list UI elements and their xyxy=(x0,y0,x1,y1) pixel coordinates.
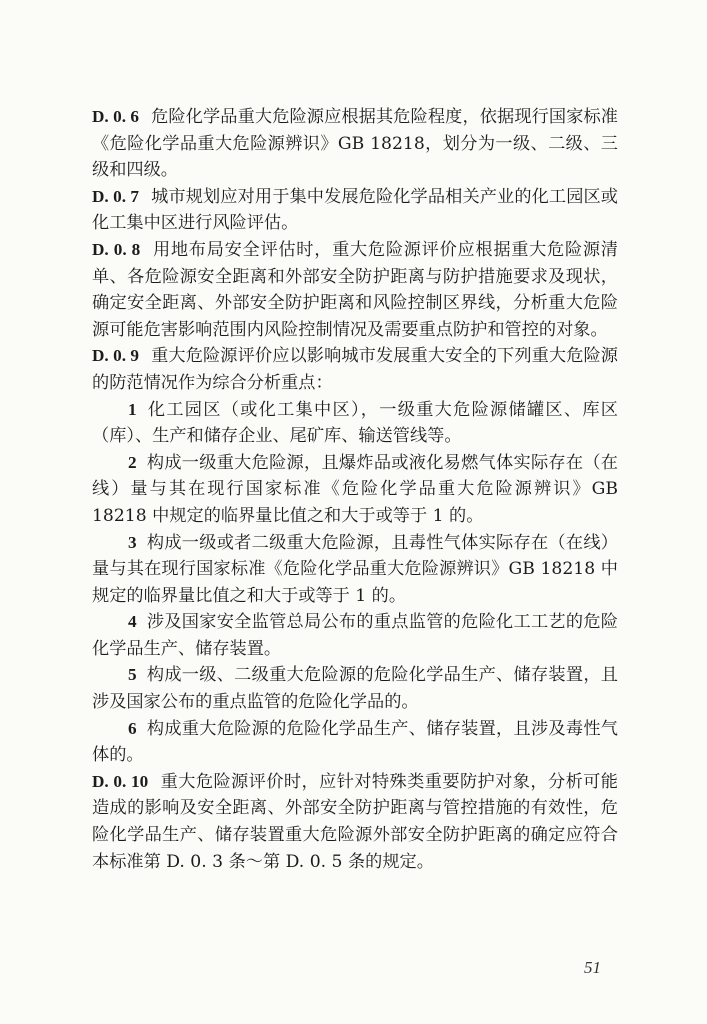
item-text: 构成一级或者二级重大危险源，且毒性气体实际存在（在线）量与其在现行国家标准《危险化学品重大危险源辨识》GB 18218 中规定的临界量比值之和大于或等于 1 的。 xyxy=(92,532,618,606)
list-item-4 xyxy=(92,609,618,662)
item-text: 化工园区（或化工集中区），一级重大危险源储罐区、库区（库）、生产和储存企业、尾矿库、输送管线等。 xyxy=(92,399,618,447)
item-number: 3 xyxy=(128,532,137,552)
clause-d-0-7 xyxy=(92,184,618,237)
clause-text: 重大危险源评价时，应针对特殊类重要防护对象，分析可能造成的影响及安全距离、外部安全防护距离与管控措施的有效性，危险化学品生产、储存装置重大危险源外部安全防护距离的确定应符合本标准第 D. 0. 3 条～第 D. 0. 5 条的规定。 xyxy=(92,771,618,872)
page-number: 51 xyxy=(584,958,601,977)
clause-text: 重大危险源评价应以影响城市发展重大安全的下列重大危险源的防范情况作为综合分析重点： xyxy=(92,346,618,393)
list-item-5 xyxy=(92,662,618,715)
clause-d-0-6 xyxy=(92,104,618,184)
clause-d-0-9 xyxy=(92,343,618,396)
item-text: 构成重大危险源的危险化学品生产、储存装置，且涉及毒性气体的。 xyxy=(92,718,618,766)
clause-text: 用地布局安全评估时，重大危险源评价应根据重大危险源清单、各危险源安全距离和外部安全防护距离与防护措施要求及现状，确定安全距离、外部安全防护距离和风险控制区界线，分析重大危险源可能危害影响范围内风险控制情况及需要重点防护和管控的对象。 xyxy=(92,239,618,340)
clause-d-0-8 xyxy=(92,237,618,343)
item-text: 构成一级、二级重大危险源的危险化学品生产、储存装置，且涉及国家公布的重点监管的危险化学品的。 xyxy=(92,665,618,713)
clause-number: D. 0. 10 xyxy=(92,771,149,791)
item-number: 2 xyxy=(128,452,137,472)
item-number: 1 xyxy=(128,399,137,419)
item-text: 构成一级重大危险源，且爆炸品或液化易燃气体实际存在（在线）量与其在现行国家标准《危险化学品重大危险源辨识》GB 18218 中规定的临界量比值之和大于或等于 1 的。 xyxy=(92,452,618,526)
item-number: 5 xyxy=(128,665,137,685)
clause-text: 城市规划应对用于集中发展危险化学品相关产业的化工园区或化工集中区进行风险评估。 xyxy=(92,186,618,234)
clause-number: D. 0. 8 xyxy=(92,239,141,259)
clause-number: D. 0. 9 xyxy=(92,346,140,366)
clause-number: D. 0. 6 xyxy=(92,107,140,126)
clause-number: D. 0. 7 xyxy=(92,186,140,206)
list-item-1 xyxy=(92,397,618,450)
item-text: 涉及国家安全监管总局公布的重点监管的危险化工工艺的危险化学品生产、储存装置。 xyxy=(92,612,618,659)
item-number: 6 xyxy=(128,718,137,738)
document-body xyxy=(92,104,618,875)
list-item-6 xyxy=(92,716,618,769)
clause-d-0-10 xyxy=(92,769,618,875)
list-item-3 xyxy=(92,530,618,610)
item-number: 4 xyxy=(128,612,137,632)
list-item-2 xyxy=(92,450,618,530)
clause-text: 危险化学品重大危险源应根据其危险程度，依据现行国家标准《危险化学品重大危险源辨识》GB 18218，划分为一级、二级、三级和四级。 xyxy=(92,107,618,181)
